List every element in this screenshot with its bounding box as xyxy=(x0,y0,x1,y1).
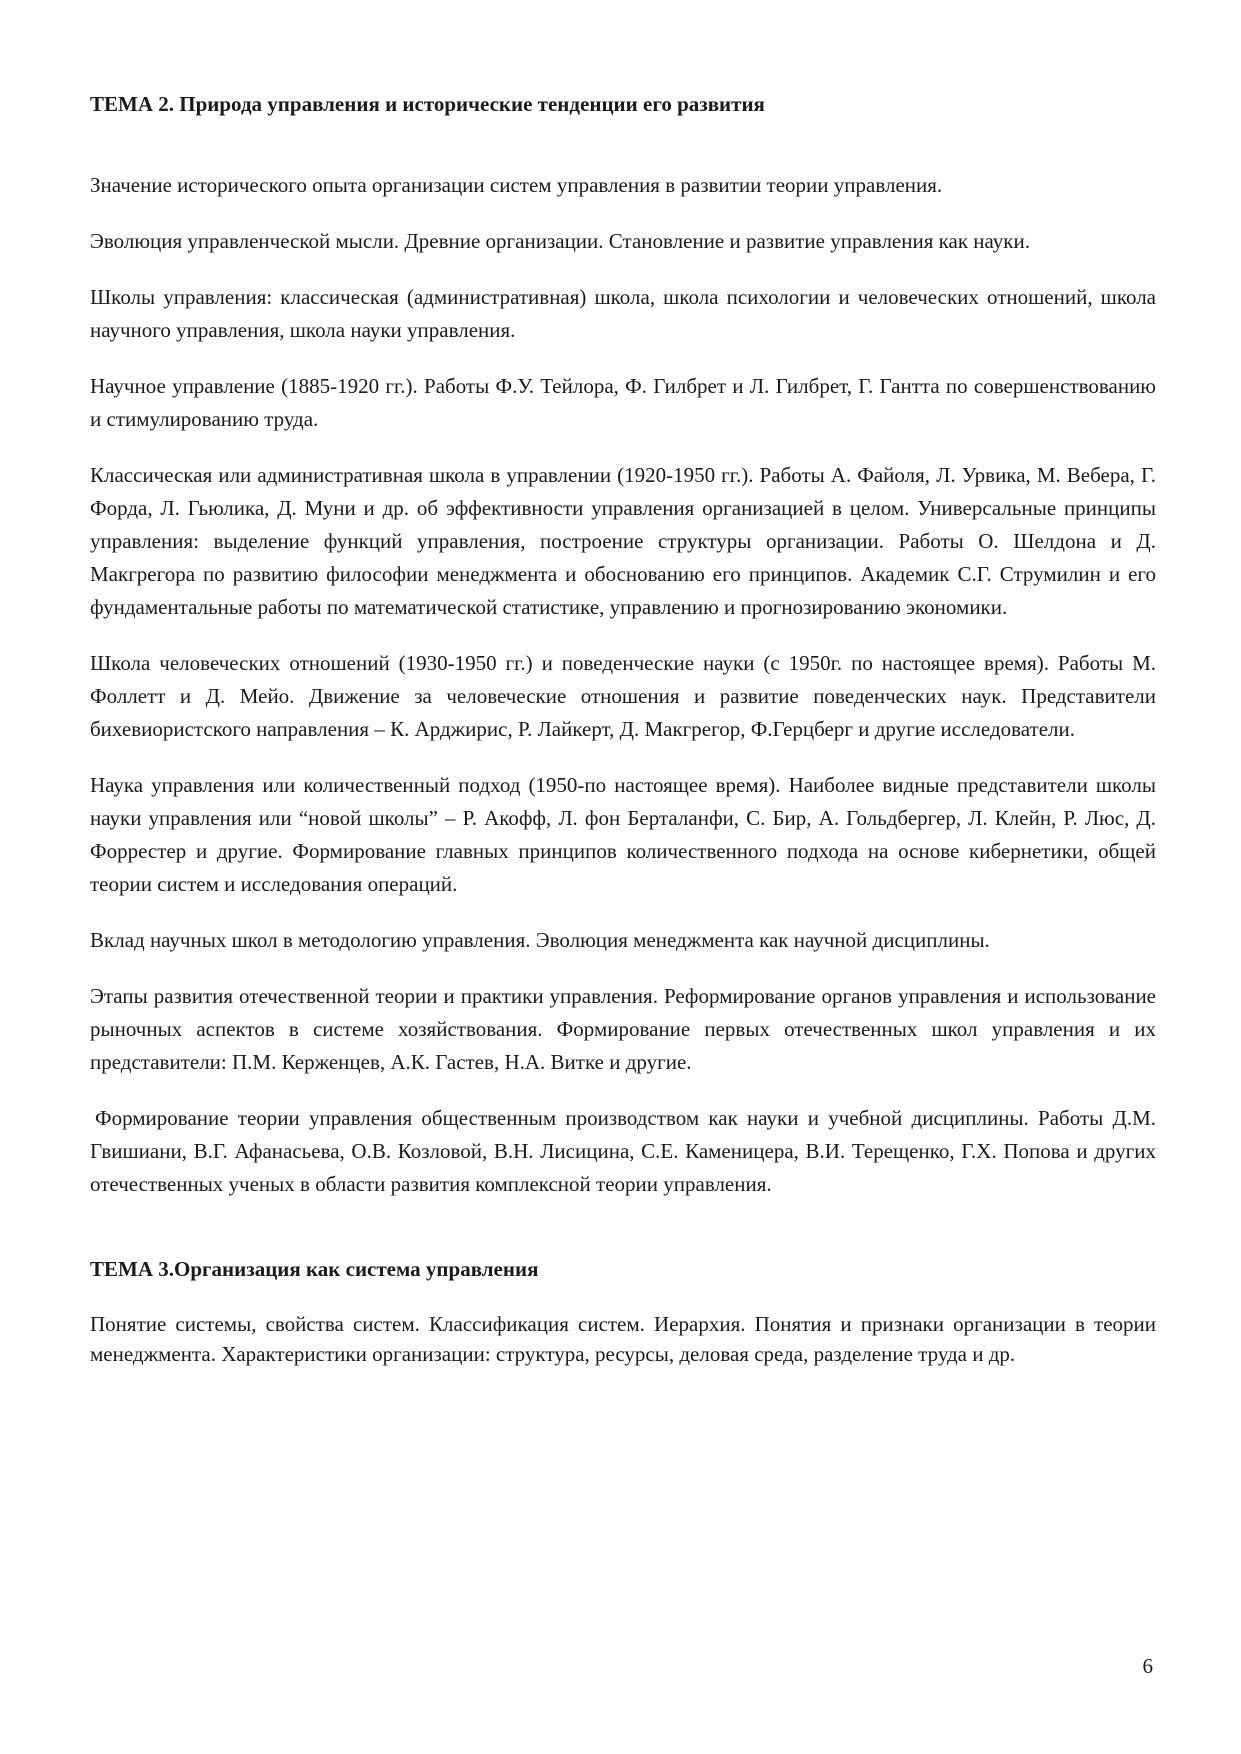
page-content xyxy=(90,88,1156,1392)
topic-2-paragraph-3: Школы управления: классическая (административная) школа, школа психологии и человеческих отношений, школа научного управления, школа науки управления. xyxy=(90,285,1156,342)
topic-2-paragraph-1: Значение исторического опыта организации систем управления в развитии теории управления. xyxy=(90,173,943,197)
topic-2-paragraph-8: Вклад научных школ в методологию управления. Эволюция менеджмента как научной дисциплины. xyxy=(90,928,990,952)
topic-2-paragraph-4: Научное управление (1885-1920 гг.). Работы Ф.У. Тейлора, Ф. Гилбрет и Л. Гилбрет, Г. Гантта по совершенствованию и стимулированию труда. xyxy=(90,374,1156,431)
topic-3-heading: ТЕМА 3.Организация как система управления xyxy=(90,1257,539,1281)
topic-3-paragraph: Понятие системы, свойства систем. Классификация систем. Иерархия. Понятия и признаки организации в теории менеджмента. Характеристики организации: структура, ресурсы, деловая среда, разделение труда и др. xyxy=(90,1312,1156,1366)
page-number: 6 xyxy=(1142,1654,1153,1678)
topic-2-paragraph-10: Формирование теории управления общественным производством как науки и учебной дисциплины. Работы Д.М. Гвишиани, В.Г. Афанасьева, О.В. Козловой, В.Н. Лисицина, С.Е. Каменицера, В.И. Терещенко, Г.Х. Попова и других отечественных ученых в области развития комплексной теории управления. xyxy=(90,1106,1156,1196)
topic-2-paragraph-9: Этапы развития отечественной теории и практики управления. Реформирование органов управления и использование рыночных аспектов в системе хозяйствования. Формирование первых отечественных школ управления и их представители: П.М. Керженцев, А.К. Гастев, Н.А. Витке и другие. xyxy=(90,984,1156,1074)
topic-2-paragraph-2: Эволюция управленческой мысли. Древние организации. Становление и развитие управления как науки. xyxy=(90,229,1030,253)
topic-2-paragraph-6: Школа человеческих отношений (1930-1950 гг.) и поведенческие науки (с 1950г. по настоящее время). Работы М. Фоллетт и Д. Мейо. Движение за человеческие отношения и развитие поведенческих наук. Представители бихевиористского направления – К. Арджирис, Р. Лайкерт, Д. Макгрегор, Ф.Герцберг и другие исследователи. xyxy=(90,651,1156,741)
topic-2-paragraph-7: Наука управления или количественный подход (1950-по настоящее время). Наиболее видные представители школы науки управления или “новой школы” – Р. Акофф, Л. фон Берталанфи, С. Бир, А. Гольдбергер, Л. Клейн, Р. Люс, Д. Форрестер и другие. Формирование главных принципов количественного подхода на основе кибернетики, общей теории систем и исследования операций. xyxy=(90,773,1156,896)
topic-2-paragraph-5: Классическая или административная школа в управлении (1920-1950 гг.). Работы А. Файоля, Л. Урвика, М. Вебера, Г. Форда, Л. Гьюлика, Д. Муни и др. об эффективности управления организацией в целом. Универсальные принципы управления: выделение функций управления, построение структуры организации. Работы О. Шелдона и Д. Макгрегора по развитию философии менеджмента и обоснованию его принципов. Академик С.Г. Струмилин и его фундаментальные работы по математической статистике, управлению и прогнозированию экономики. xyxy=(90,463,1156,619)
topic-2-heading: ТЕМА 2. Природа управления и исторические тенденции его развития xyxy=(90,92,765,116)
